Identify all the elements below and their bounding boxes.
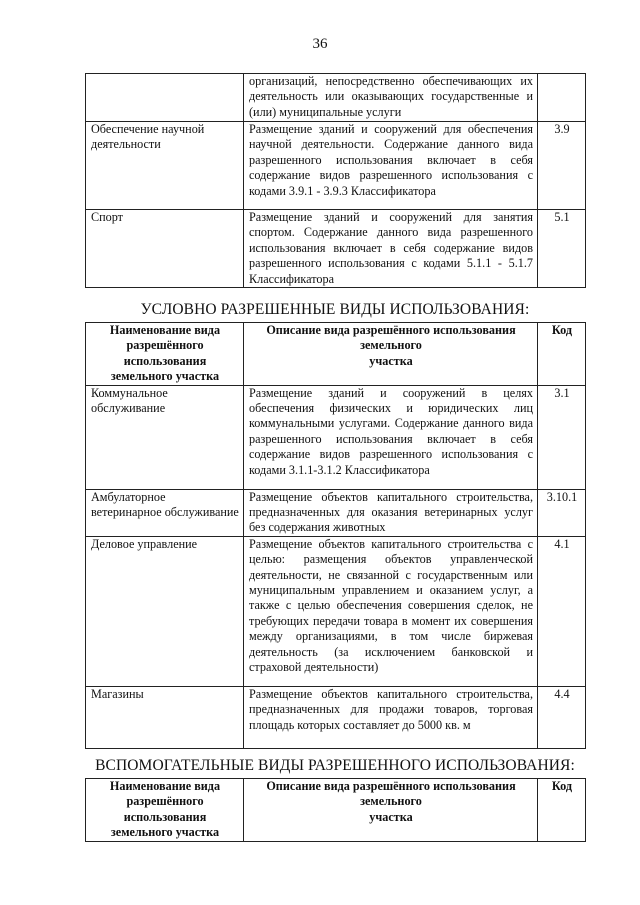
header-code: Код xyxy=(538,779,586,842)
use-code-cell: 3.1 xyxy=(538,385,586,489)
use-name-cell: Амбулаторное ветеринарное обслуживание xyxy=(86,489,244,536)
permitted-uses-table xyxy=(85,73,586,288)
use-name-cell: Обеспечение научной деятельности xyxy=(86,122,244,210)
use-description-cell: Размещение объектов капитального строительства, предназначенных для оказания ветеринарных услуг без содержания животных xyxy=(244,489,538,536)
table-row xyxy=(86,122,586,210)
use-name-cell xyxy=(86,74,244,122)
header-name: Наименование вида разрешённого использования земельного участка xyxy=(86,323,244,386)
use-description-cell: организаций, непосредственно обеспечивающих их деятельность или оказывающих государственные и (или) муниципальные услуги xyxy=(244,74,538,122)
use-description-cell: Размещение зданий и сооружений в целях обеспечения физических и юридических лиц коммунальными услугами. Содержание данного вида разрешенного использования включает в себя содержание видов разрешенного использования с кодами 3.1.1-3.1.2 Классификатора xyxy=(244,385,538,489)
page-number: 36 xyxy=(312,36,328,52)
header-description: Описание вида разрешённого использования земельного участка xyxy=(244,323,538,386)
use-code-cell: 3.10.1 xyxy=(538,489,586,536)
use-code-cell: 4.4 xyxy=(538,686,586,748)
table-row xyxy=(86,385,586,489)
table-row xyxy=(86,686,586,748)
use-name-cell: Магазины xyxy=(86,686,244,748)
use-code-cell: 5.1 xyxy=(538,210,586,288)
use-description-cell: Размещение объектов капитального строительства с целью: размещения объектов управленческой деятельности, не связанной с государственным или муниципальным управлением и оказанием услуг, а также с целью обеспечения совершения сделок, не требующих передачи товара в момент их совершения между организациями, в том числе биржевая деятельность (за исключением банковской и страховой деятельности) xyxy=(244,536,538,686)
conditional-uses-table xyxy=(85,322,586,749)
use-description-cell: Размещение объектов капитального строительства, предназначенных для продажи товаров, торговая площадь которых составляет до 5000 кв. м xyxy=(244,686,538,748)
table-row xyxy=(86,74,586,122)
table-header-row xyxy=(86,779,586,842)
table-header-row xyxy=(86,323,586,386)
use-description-cell: Размещение зданий и сооружений для обеспечения научной деятельности. Содержание данного вида разрешенного использования включает в себя содержание видов разрешенного использования с кодами 3.9.1 - 3.9.3 Классификатора xyxy=(244,122,538,210)
auxiliary-uses-heading: ВСПОМОГАТЕЛЬНЫЕ ВИДЫ РАЗРЕШЕННОГО ИСПОЛЬЗОВАНИЯ: xyxy=(95,757,575,774)
table-row xyxy=(86,489,586,536)
header-description: Описание вида разрешённого использования земельного участка xyxy=(244,779,538,842)
header-name: Наименование вида разрешённого использования земельного участка xyxy=(86,779,244,842)
use-code-cell: 4.1 xyxy=(538,536,586,686)
table-row xyxy=(86,210,586,288)
table-row xyxy=(86,536,586,686)
auxiliary-uses-table xyxy=(85,778,586,842)
use-code-cell xyxy=(538,74,586,122)
header-code: Код xyxy=(538,323,586,386)
use-description-cell: Размещение зданий и сооружений для занятия спортом. Содержание данного вида разрешенного использования включает в себя содержание видов разрешенного использования с кодами 5.1.1 - 5.1.7 Классификатора xyxy=(244,210,538,288)
use-name-cell: Спорт xyxy=(86,210,244,288)
use-name-cell: Коммунальное обслуживание xyxy=(86,385,244,489)
use-code-cell: 3.9 xyxy=(538,122,586,210)
use-name-cell: Деловое управление xyxy=(86,536,244,686)
conditional-uses-heading: УСЛОВНО РАЗРЕШЕННЫЕ ВИДЫ ИСПОЛЬЗОВАНИЯ: xyxy=(140,301,530,318)
